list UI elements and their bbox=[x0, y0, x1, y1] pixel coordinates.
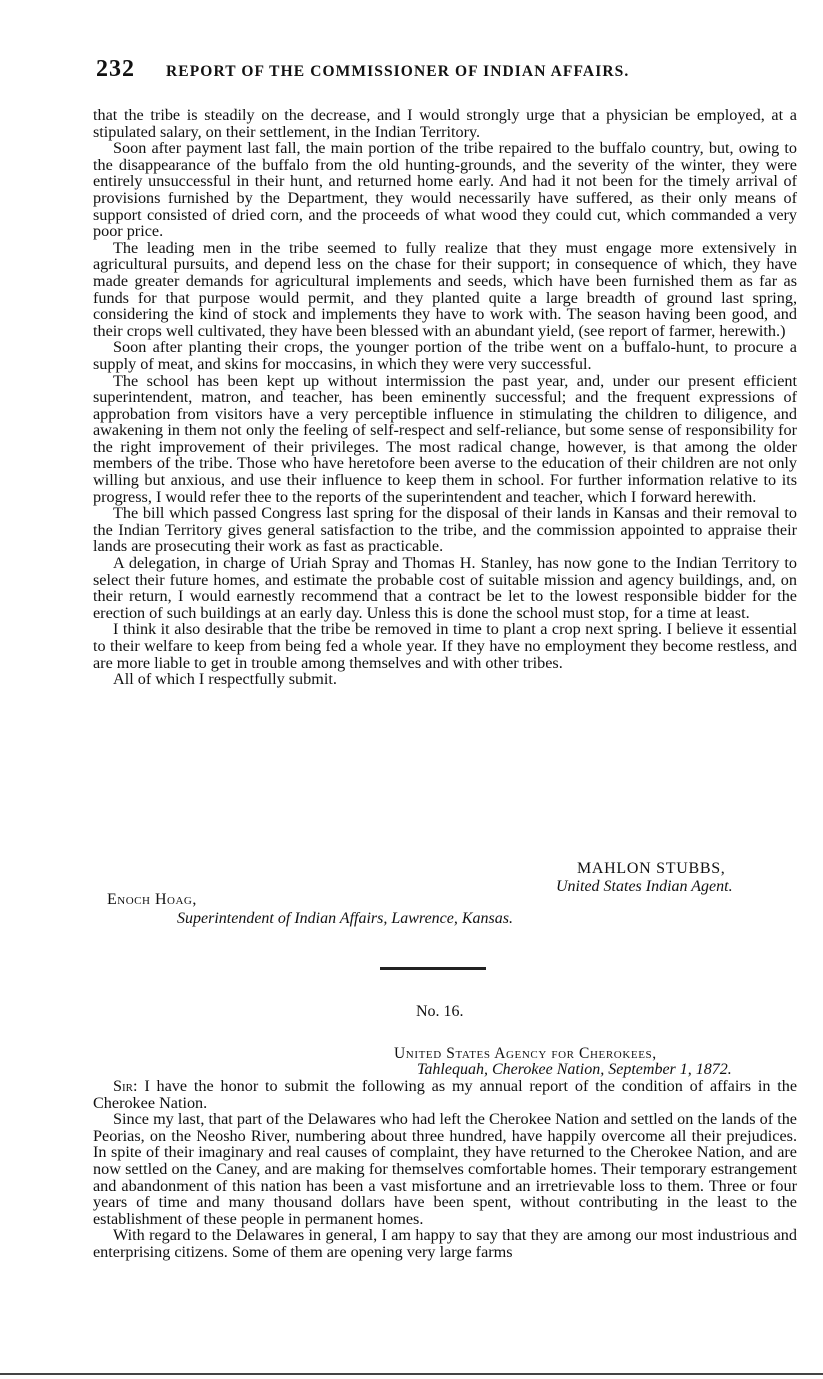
paragraph-text: I have the honor to submit the following as my annual report of the condition of affairs in the Cherokee Nation. bbox=[93, 1077, 797, 1112]
opening-paragraph bbox=[93, 1078, 797, 1111]
paragraph: With regard to the Delawares in general, I am happy to say that they are among our most industrious and enterprising citizens. Some of them are opening very large farms bbox=[93, 1226, 797, 1261]
paragraph: that the tribe is steadily on the decrease, and I would strongly urge that a physician be employed, at a stipulated salary, on their settlement, in the Indian Territory. bbox=[93, 106, 797, 141]
paragraph: Since my last, that part of the Delawares who had left the Cherokee Nation and settled on the lands of the Peorias, on the Neosho River, numbering about three hundred, have happily overcome all their prejudices. In spite of their imaginary and real causes of complaint, they have returned to the Cherokee Nation, and are now settled on the Caney, and are making for themselves comfortable homes. Their temporary estrangement and abandonment of this nation has been a vast misfortune and an irretrievable loss to them. Three or four years of time and many thousand dollars have been spent, without contributing in the least to the establishment of these people in permanent homes. bbox=[93, 1110, 797, 1228]
letter-body bbox=[93, 107, 797, 688]
running-head: REPORT OF THE COMMISSIONER OF INDIAN AFFAIRS. bbox=[166, 63, 630, 80]
paragraph: The leading men in the tribe seemed to fully realize that they must engage more extensively in agricultural pursuits, and depend less on the chase for their support; in consequence of which, they have made greater demands for agricultural implements and seeds, which have been furnished them as far as funds for that purpose would permit, and they planted quite a large breadth of ground last spring, considering the kind of stock and implements they have to work with. The season having been good, and their crops well cultivated, they have been blessed with an abundant yield, (see report of farmer, herewith.) bbox=[93, 238, 797, 340]
page-bottom-edge bbox=[0, 1373, 823, 1375]
document-number: No. 16. bbox=[416, 1003, 464, 1020]
page-number: 232 bbox=[96, 56, 135, 82]
addressee-title: Superintendent of Indian Affairs, Lawrence, Kansas. bbox=[177, 910, 513, 927]
closing-line: All of which I respectfully submit. bbox=[113, 670, 337, 689]
place-date-line: Tahlequah, Cherokee Nation, September 1, 1872. bbox=[417, 1061, 732, 1078]
addressee-name: Enoch Hoag, bbox=[107, 891, 197, 908]
salutation: Sir: bbox=[113, 1077, 138, 1095]
letter-body-2 bbox=[93, 1078, 797, 1261]
paragraph: Soon after payment last fall, the main portion of the tribe repaired to the buffalo country, but, owing to the disappearance of the buffalo from the old hunting-grounds, and the severity of the winter, they were entirely unsuccessful in their hunt, and returned home early. And had it not been for the timely arrival of provisions furnished by the Department, they would necessarily have suffered, as their only means of support consisted of dried corn, and the proceeds of what wood they could cut, which commanded a very poor price. bbox=[93, 139, 797, 241]
paragraph: I think it also desirable that the tribe be removed in time to plant a crop next spring. I believe it essential to their welfare to keep from being fed a whole year. If they have no employment they become restless, and are more liable to get in trouble among themselves and with other tribes. bbox=[93, 620, 797, 672]
agency-heading: United States Agency for Cherokees, bbox=[394, 1045, 657, 1062]
section-divider bbox=[380, 967, 486, 970]
paragraph: A delegation, in charge of Uriah Spray and Thomas H. Stanley, has now gone to the Indian Territory to select their future homes, and estimate the probable cost of suitable mission and agency buildings, and, on their return, I would earnestly recommend that a contract be let to the lowest responsible bidder for the erection of such buildings at an early day. Unless this is done the school must stop, for a time at least. bbox=[93, 554, 797, 622]
paragraph: The school has been kept up without intermission the past year, and, under our present efficient superintendent, matron, and teacher, has been eminently successful; and the frequent expressions of approbation from visitors have a very perceptible influence in stimulating the children to diligence, and awakening in them not only the feeling of self-respect and self-reliance, but some sense of responsibility for the right improvement of their privileges. The most radical change, however, is that among the older members of the tribe. Those who have heretofore been averse to the education of their children are not only willing but anxious, and use their influence to keep them in school. For further information relative to its progress, I would refer thee to the reports of the superintendent and teacher, which I forward herewith. bbox=[93, 371, 797, 506]
paragraph: Soon after planting their crops, the younger portion of the tribe went on a buffalo-hunt, to procure a supply of meat, and skins for moccasins, in which they were very successful. bbox=[93, 338, 797, 373]
page-header bbox=[96, 56, 796, 84]
paragraph: The bill which passed Congress last spring for the disposal of their lands in Kansas and their removal to the Indian Territory gives general satisfaction to the tribe, and the commission appointed to appraise their lands are prosecuting their work as fast as practicable. bbox=[93, 504, 797, 556]
signer-name: MAHLON STUBBS, bbox=[577, 860, 726, 877]
signer-title: United States Indian Agent. bbox=[556, 878, 733, 895]
